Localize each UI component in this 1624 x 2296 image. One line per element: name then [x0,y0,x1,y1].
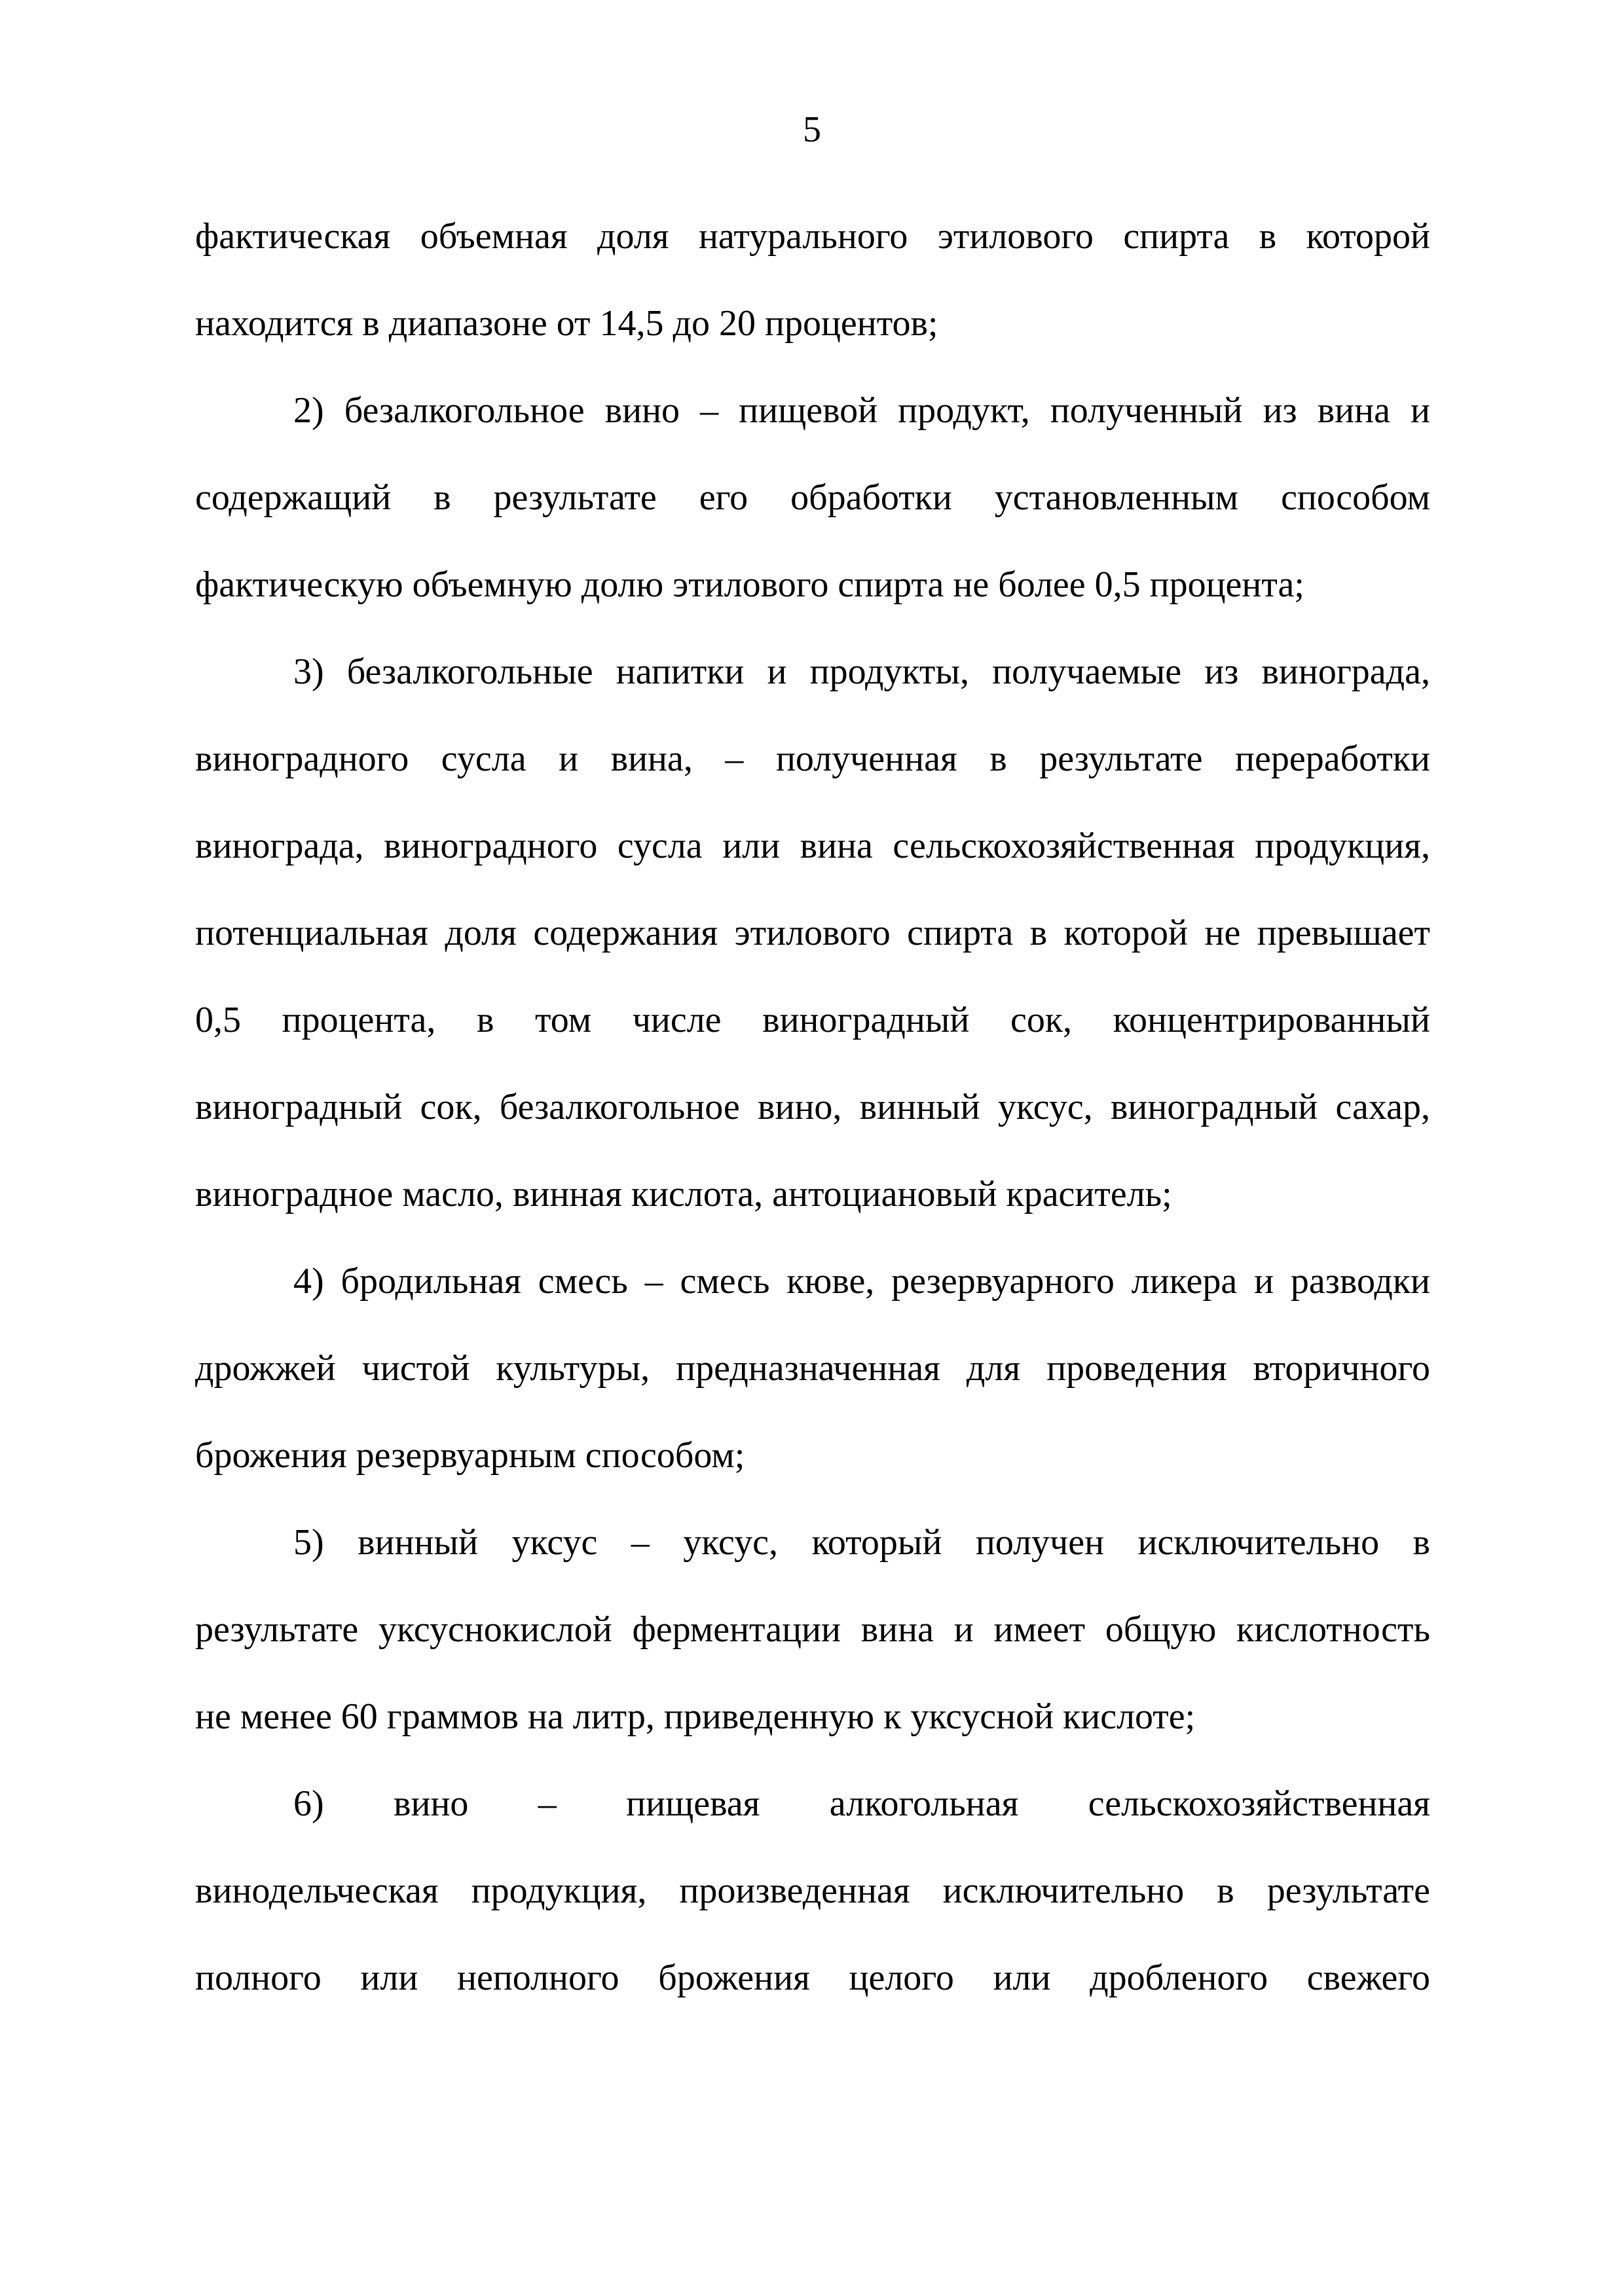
text-line: брожения резервуарным способом; [195,1435,745,1476]
text-line: виноградный сок, безалкогольное вино, винный уксус, виноградный сахар, [195,1087,1430,1127]
text-line: содержащий в результате его обработки установленным способом [195,477,1430,518]
list-item-6-line: 6) вино – пищевая алкогольная сельскохозяйственная [293,1783,1430,1824]
page-number: 5 [803,109,821,150]
document-body [195,193,1430,2022]
text-line: находится в диапазоне от 14,5 до 20 процентов; [195,303,938,344]
text-line: винодельческая продукция, произведенная исключительно в результате [195,1870,1430,1911]
text-line: не менее 60 граммов на литр, приведенную к уксусной кислоте; [195,1696,1196,1737]
text-line: фактическую объемную долю этилового спирта не более 0,5 процента; [195,564,1304,605]
text-line: виноградного сусла и вина, – полученная в результате переработки [195,738,1430,779]
list-item-2-line: 2) безалкогольное вино – пищевой продукт, полученный из вина и [293,390,1430,431]
text-line: фактическая объемная доля натурального этилового спирта в которой [195,216,1430,257]
text-line: дрожжей чистой культуры, предназначенная для проведения вторичного [195,1348,1430,1389]
list-item-5-line: 5) винный уксус – уксус, который получен исключительно в [293,1522,1430,1563]
text-line: винограда, виноградного сусла или вина сельскохозяйственная продукция, [195,826,1430,866]
list-item-3-line: 3) безалкогольные напитки и продукты, получаемые из винограда, [293,651,1430,692]
text-line: полного или неполного брожения целого или дробленого свежего [195,1958,1430,1998]
text-line: 0,5 процента, в том числе виноградный сок, концентрированный [195,1000,1430,1040]
text-line: результате уксуснокислой ферментации вина и имеет общую кислотность [195,1609,1430,1650]
list-item-4-line: 4) бродильная смесь – смесь кюве, резервуарного ликера и разводки [293,1261,1430,1302]
text-line: виноградное масло, винная кислота, антоциановый краситель; [195,1174,1172,1214]
text-line: потенциальная доля содержания этилового спирта в которой не превышает [195,913,1430,953]
